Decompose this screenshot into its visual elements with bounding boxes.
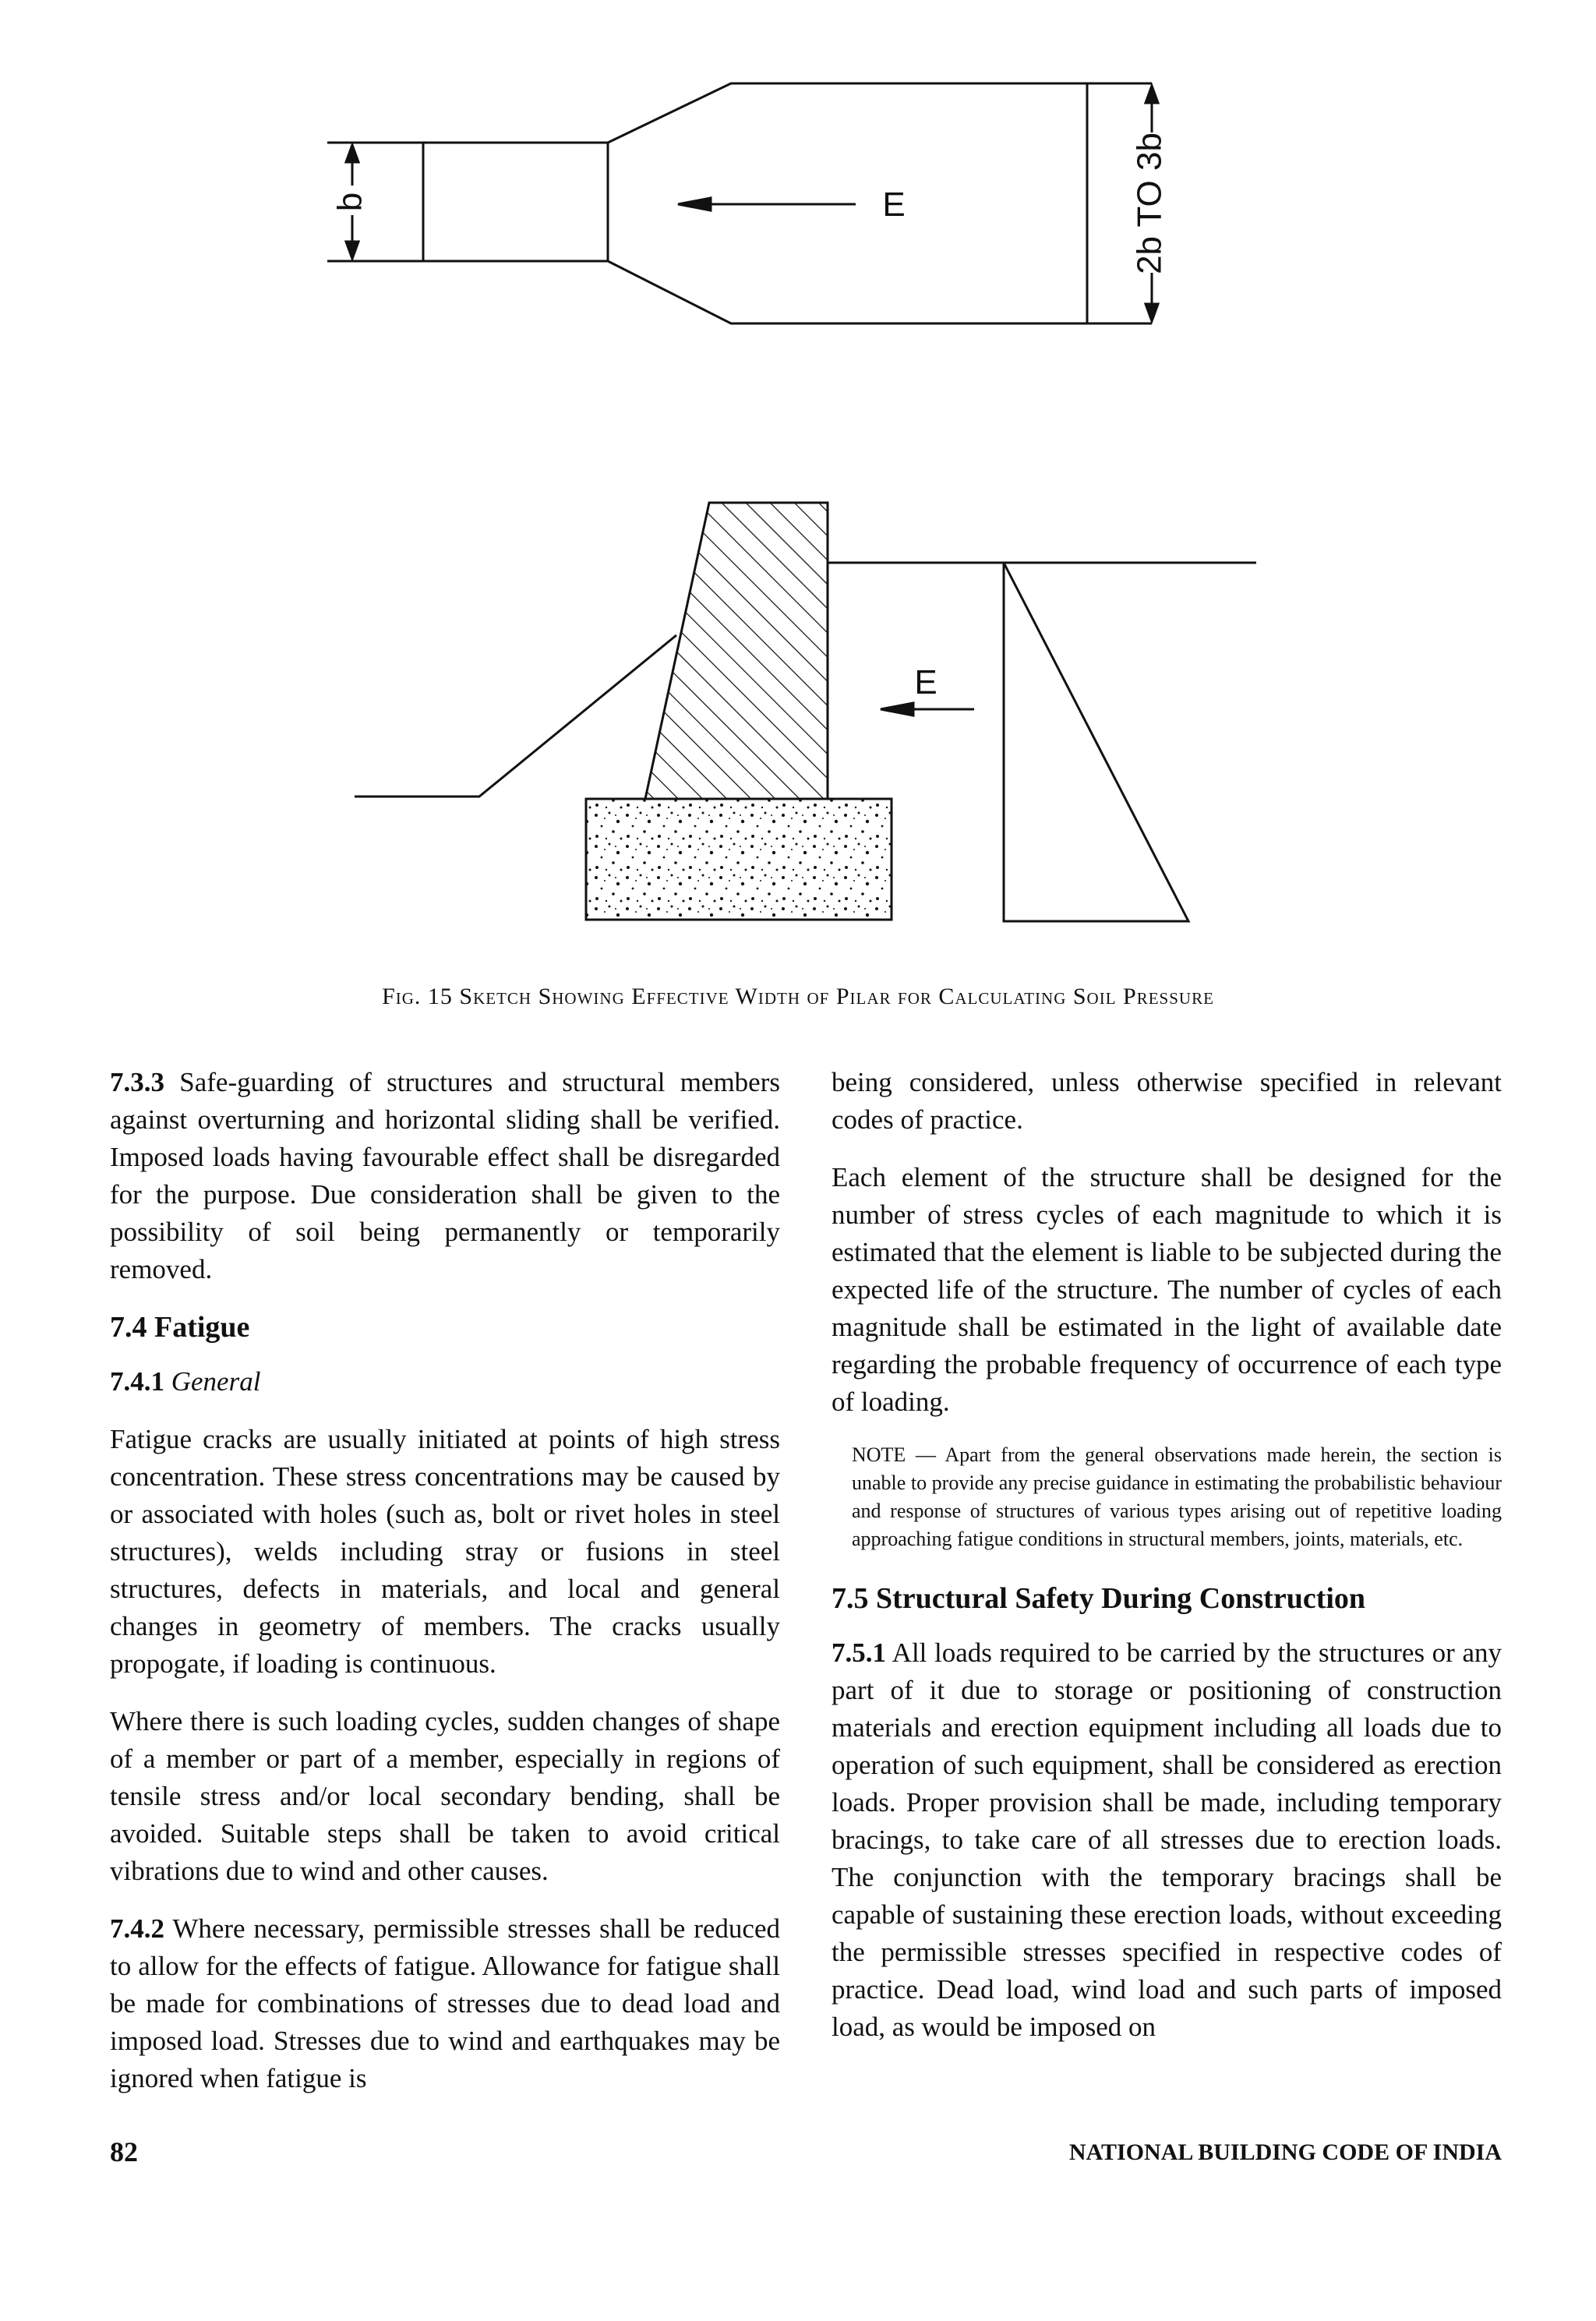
para-fatigue-cracks: Fatigue cracks are usually initiated at points of high stress concentration. These stress concentrations may be caused by or associated with holes (such as, bolt or rivet holes in steel structures), welds including stray or fusions in steel structures, defects in materials, and local and general changes in geometry of members. The cracks usually propogate, if loading is continuous. [110,1424,780,1679]
para-text: Safe-guarding of structures and structural members against overturning and horizontal sliding shall be verified. Imposed loads having favourable effect shall be disregarded for the purpose. Due consideration shall be given to the possibility of soil being permanently or temporarily removed. [110,1067,780,1284]
clause-number: 7.4.1 [110,1366,164,1397]
subheading-7-4-1 [110,1363,780,1401]
heading-7-4-fatigue: 7.4 Fatigue [110,1311,250,1344]
ground-slope [355,635,676,797]
para-continued: being considered, unless otherwise specified in relevant codes of practice. [832,1067,1502,1135]
footing [586,799,892,920]
top-arrow-label: E [882,185,906,224]
bottom-arrow-label: E [914,663,937,701]
pilar-hatched [645,503,828,799]
dim-2b-to-3b-label: 2b TO 3b [1130,132,1169,274]
plan-view [327,83,1158,323]
heading-7-5-safety: 7.5 Structural Safety During Construction [832,1582,1366,1615]
footer-title: NATIONAL BUILDING CODE OF INDIA [1068,2139,1502,2165]
pressure-diagram [1004,563,1188,921]
figure-caption: Fig. 15 Sketch Showing Effective Width of Pilar for Calculating Soil Pressure [382,984,1214,1009]
pilar-plan [423,143,608,261]
para-7-3-3 [110,1064,780,1288]
clause-number: 7.3.3 [110,1067,164,1097]
para-stress-cycles: Each element of the structure shall be designed for the number of stress cycles of each magnitude to which it is estimated that the element is liable to be subjected during the expected life of the structure. The number of cycles of each magnitude shall be estimated in the light of available date regarding the probable frequency of occurrence of each type of loading. [832,1162,1502,1417]
para-text: Where necessary, permissible stresses shall be reduced to allow for the effects of fatigue. Allowance for fatigue shall be made for combinations of stresses due to dead load and imposed load. Stresses due to wind and earthquakes may be ignored when fatigue is [110,1913,780,2093]
clause-number: 7.4.2 [110,1913,164,1944]
elevation-view [355,503,1256,921]
para-loading-cycles: Where there is such loading cycles, sudden changes of shape of a member or part of a member, especially in regions of tensile stress and/or local secondary bending, shall be avoided. Suitable steps shall be taken to avoid critical vibrations due to wind and other causes. [110,1706,780,1886]
para-text: All loads required to be carried by the structures or any part of it due to storage or positioning of construction materials and erection equipment including all loads due to operation of such equipment, shall be considered as erection loads. Proper provision shall be made, including temporary bracings, to take care of all stresses due to erection loads. The conjunction with the temporary bracings shall be capable of sustaining these erection loads, without exceeding the permissible stresses specified in respective codes of practice. Dead load, wind load and such parts of imposed load, as would be imposed on [832,1637,1502,2042]
dim-b-label: b [330,192,369,212]
para-7-4-2 [110,1910,780,2097]
page-number: 82 [110,2136,138,2167]
subheading-title: General [171,1366,261,1397]
clause-number: 7.5.1 [832,1637,886,1668]
note-block: NOTE — Apart from the general observations made herein, the section is unable to provide any precise guidance in estimating the probabilistic behaviour and response of structures of various types arising out of repetitive loading approaching fatigue conditions in structural members, joints, materials, etc. [852,1443,1502,1550]
left-column [110,1064,780,2118]
para-7-5-1 [832,1634,1502,2046]
figure-15-sketch [0,0,1596,966]
right-column [832,1064,1502,2066]
